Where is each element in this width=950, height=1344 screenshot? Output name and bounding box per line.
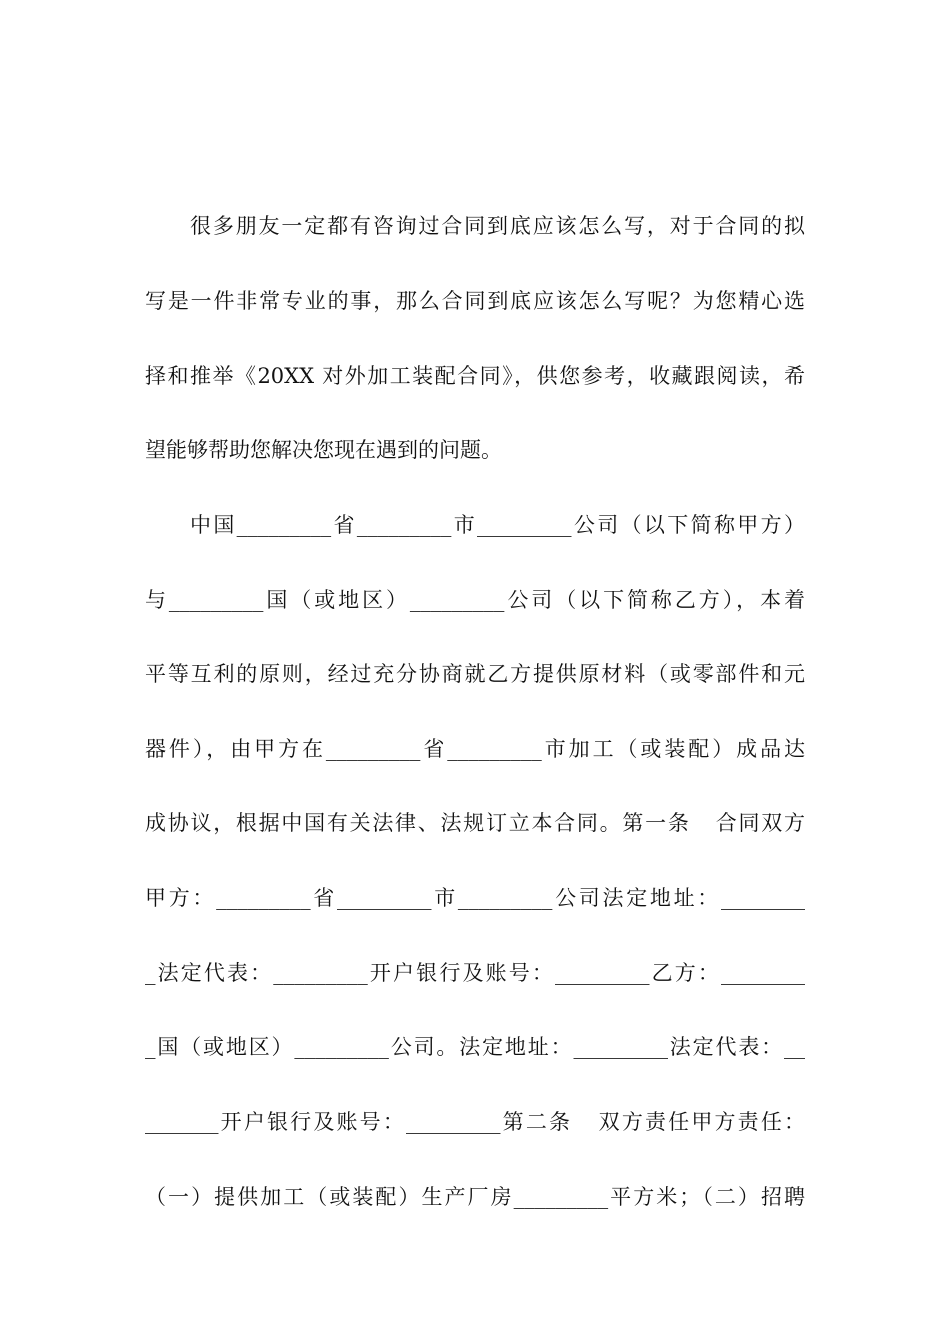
intro-line-1: 很多朋友一定都有咨询过合同到底应该怎么写，对于合同的拟 (190, 214, 805, 238)
body-line-5: 成协议，根据中国有关法律、法规订立本合同。第一条 合同双方 (145, 811, 805, 835)
body-line-9: _______开户银行及账号：_________第二条 双方责任甲方责任： (145, 1110, 805, 1134)
intro-line-3: 择和推举《20XX 对外加工装配合同》，供您参考，收藏跟阅读，希 (145, 364, 805, 388)
body-line-4: 器件），由甲方在_________省_________市加工（或装配）成品达 (145, 737, 805, 761)
body-line-6: 甲方：_________省_________市_________公司法定地址：________ (145, 886, 805, 910)
body-line-10: （一）提供加工（或装配）生产厂房_________平方米；（二）招聘 (145, 1185, 805, 1209)
body-line-3: 平等互利的原则，经过充分协商就乙方提供原材料（或零部件和元 (145, 662, 805, 686)
body-line-1: 中国_________省_________市_________公司（以下简称甲方） (190, 513, 805, 537)
intro-line-2: 写是一件非常专业的事，那么合同到底应该怎么写呢？为您精心选 (145, 289, 805, 313)
body-line-8: _国（或地区）_________公司。法定地址：_________法定代表：__ (145, 1035, 805, 1059)
body-line-2: 与_________国（或地区）_________公司（以下简称乙方），本着 (145, 588, 805, 612)
intro-line-4: 望能够帮助您解决您现在遇到的问题。 (145, 438, 502, 462)
body-line-7: _法定代表：_________开户银行及账号：_________乙方：________ (145, 961, 805, 985)
